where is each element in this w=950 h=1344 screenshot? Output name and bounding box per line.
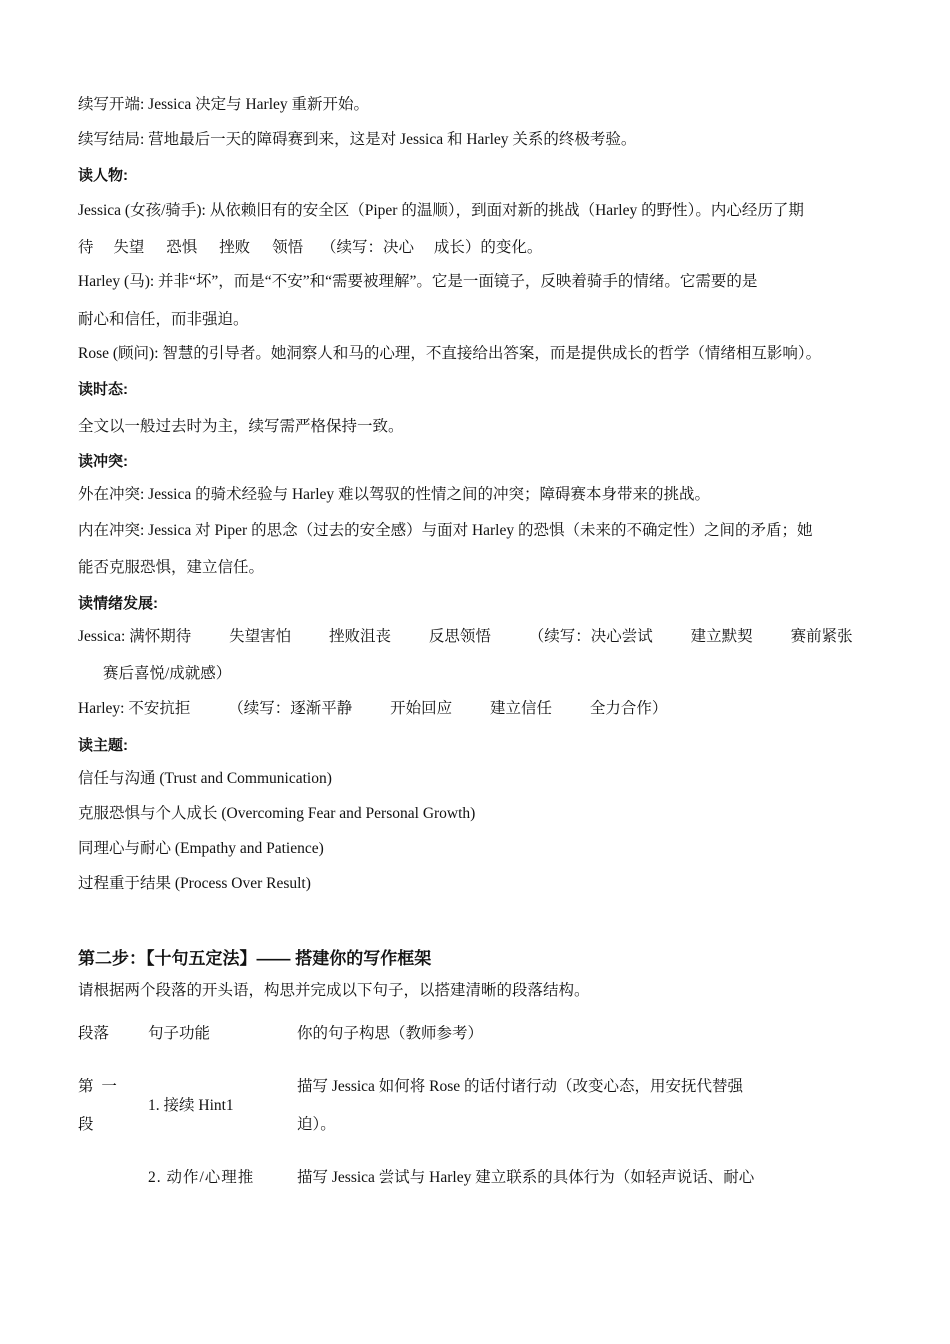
- emotion-stage: 建立默契: [690, 628, 753, 645]
- table-header-function: 句子功能: [148, 1025, 211, 1042]
- character-harley-line1: Harley (马): 并非“坏”，而是“不安”和“需要被理解”。它是一面镜子，反映着骑手的情绪。它需要的是: [78, 273, 758, 290]
- characters-heading: 读人物:: [78, 167, 128, 184]
- emotion-stage: 失望害怕: [229, 628, 292, 645]
- table-header-paragraph: 段落: [78, 1025, 110, 1042]
- emotion-stage: 赛前紧张: [790, 628, 853, 645]
- emotion-stage: 开始回应: [390, 700, 453, 717]
- emotion-stage: 全力合作）: [589, 700, 668, 717]
- character-harley-line2: 耐心和信任，而非强迫。: [78, 311, 249, 328]
- theme-item: 同理心与耐心 (Empathy and Patience): [78, 840, 324, 857]
- emotion-stage: 建立信任: [490, 700, 553, 717]
- step2-intro: 请根据两个段落的开头语，构思并完成以下句子，以搭建清晰的段落结构。: [78, 982, 590, 999]
- emotion-stage: Jessica: 满怀期待: [78, 628, 192, 645]
- character-jessica-line2: [78, 238, 542, 258]
- emotion-stage: Harley: 不安抗拒: [78, 700, 191, 717]
- themes-heading: 读主题:: [78, 737, 128, 754]
- continuation-end: 续写结局: 营地最后一天的障碍赛到来，这是对 Jessica 和 Harley 关系的终极考验。: [78, 131, 637, 148]
- emotion-stage: （续写：逐渐平静: [228, 700, 353, 717]
- emotion-jessica-line1: [78, 627, 853, 647]
- emotion-stage: 挫败沮丧: [329, 628, 392, 645]
- table-row1-paragraph: 第 一: [78, 1078, 119, 1095]
- conflict-inner-line1: 内在冲突: Jessica 对 Piper 的思念（过去的安全感）与面对 Harley 的恐惧（未来的不确定性）之间的矛盾；她: [78, 522, 813, 539]
- jessica-stage: 成长）的变化。: [433, 239, 543, 256]
- conflict-inner-line2: 能否克服恐惧，建立信任。: [78, 559, 265, 576]
- jessica-stage: 领悟: [272, 239, 304, 256]
- table-row2-idea-line1: 描写 Jessica 尝试与 Harley 建立联系的具体行为（如轻声说话、耐心: [297, 1169, 755, 1186]
- theme-item: 克服恐惧与个人成长 (Overcoming Fear and Personal Growth): [78, 805, 476, 822]
- theme-item: 信任与沟通 (Trust and Communication): [78, 770, 332, 787]
- emotion-harley: [78, 699, 667, 719]
- character-rose: Rose (顾问): 智慧的引导者。她洞察人和马的心理，不直接给出答案，而是提供成长的哲学（情绪相互影响）。: [78, 345, 822, 362]
- table-row2-function: 2. 动作/心理推: [148, 1169, 255, 1186]
- step2-title: 第二步：【十句五定法】—— 搭建你的写作框架: [78, 949, 432, 968]
- theme-item: 过程重于结果 (Process Over Result): [78, 875, 311, 892]
- character-jessica-line1: Jessica (女孩/骑手): 从依赖旧有的安全区（Piper 的温顺），到面对新的挑战（Harley 的野性）。内心经历了期: [78, 202, 804, 219]
- continuation-start: 续写开端: Jessica 决定与 Harley 重新开始。: [78, 96, 370, 113]
- conflict-heading: 读冲突:: [78, 453, 128, 470]
- conflict-outer: 外在冲突: Jessica 的骑术经验与 Harley 难以驾驭的性情之间的冲突；障碍赛本身带来的挑战。: [78, 486, 711, 503]
- table-row1-idea-line2: 迫）。: [297, 1116, 336, 1133]
- jessica-stage: （续写：决心: [320, 239, 414, 256]
- tense-heading: 读时态:: [78, 381, 128, 398]
- jessica-stage: 失望: [113, 239, 145, 256]
- emotion-stage: 反思领悟: [428, 628, 491, 645]
- emotion-heading: 读情绪发展:: [78, 595, 158, 612]
- table-row1-function: 1. 接续 Hint1: [148, 1097, 234, 1114]
- table-header-idea: 你的句子构思（教师参考）: [297, 1025, 484, 1042]
- jessica-stage: 挫败: [219, 239, 251, 256]
- emotion-stage: （续写：决心尝试: [528, 628, 653, 645]
- table-row1-paragraph-cont: 段: [78, 1116, 94, 1133]
- tense-text: 全文以一般过去时为主，续写需严格保持一致。: [78, 418, 404, 435]
- jessica-stage: 恐惧: [166, 239, 198, 256]
- emotion-jessica-line2: 赛后喜悦/成就感）: [103, 665, 232, 682]
- table-row1-idea-line1: 描写 Jessica 如何将 Rose 的话付诸行动（改变心态，用安抚代替强: [297, 1078, 744, 1095]
- jessica-stage: 待: [78, 239, 94, 256]
